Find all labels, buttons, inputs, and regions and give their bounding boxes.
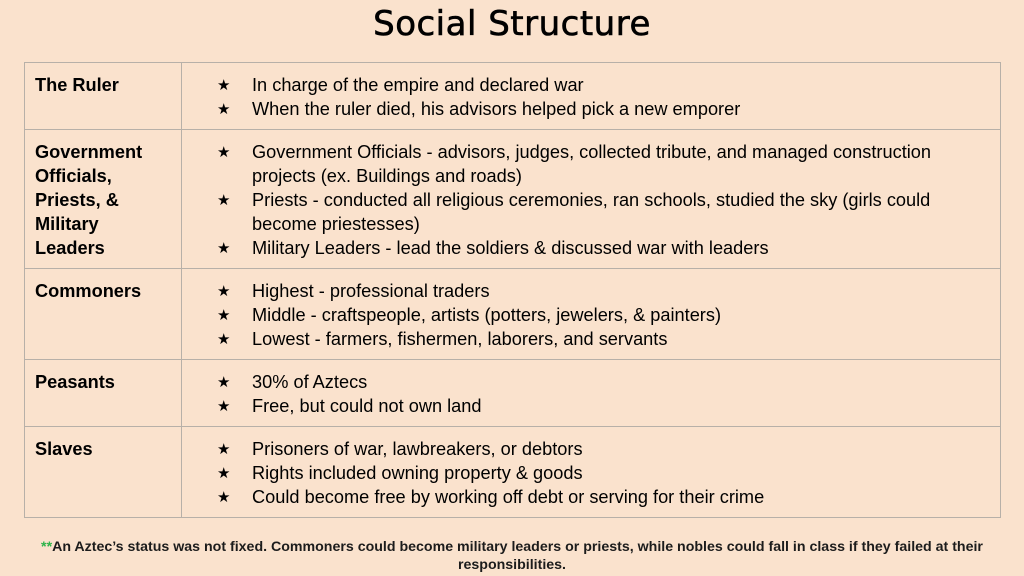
list-item — [217, 97, 992, 121]
star-icon: ★ — [217, 239, 231, 257]
class-description — [182, 269, 1001, 360]
list-item — [217, 73, 992, 97]
class-name: Peasants — [25, 360, 182, 427]
table-row — [25, 63, 1001, 130]
bullet-text: Highest - professional traders — [252, 281, 490, 301]
bullet-text: When the ruler died, his advisors helped pick a new emporer — [252, 99, 741, 119]
star-icon: ★ — [217, 191, 231, 209]
list-item — [217, 327, 992, 351]
list-item — [217, 370, 992, 394]
star-icon: ★ — [217, 440, 231, 458]
footnote-marker: ** — [41, 539, 53, 555]
star-icon: ★ — [217, 330, 231, 348]
bullet-text: Priests - conducted all religious ceremonies, ran schools, studied the sky (girls could become priestesses) — [252, 190, 931, 234]
table-row — [25, 269, 1001, 360]
table-row — [25, 427, 1001, 518]
class-description — [182, 360, 1001, 427]
bullet-text: Rights included owning property & goods — [252, 463, 583, 483]
table-row — [25, 130, 1001, 269]
list-item — [217, 188, 992, 236]
star-icon: ★ — [217, 488, 231, 506]
list-item — [217, 303, 992, 327]
list-item — [217, 279, 992, 303]
bullet-text: Government Officials - advisors, judges, collected tribute, and managed construction projects (ex. Buildings and roads) — [252, 142, 932, 186]
list-item — [217, 140, 992, 188]
bullet-list — [192, 279, 992, 351]
social-structure-table — [24, 62, 1001, 518]
star-icon: ★ — [217, 100, 231, 118]
footnote-text: An Aztec’s status was not fixed. Commoners could become military leaders or priests, while nobles could fall in class if they failed at their responsibilities. — [52, 539, 983, 573]
star-icon: ★ — [217, 373, 231, 391]
star-icon: ★ — [217, 464, 231, 482]
list-item — [217, 461, 992, 485]
list-item — [217, 394, 992, 418]
star-icon: ★ — [217, 143, 231, 161]
bullet-text: 30% of Aztecs — [252, 372, 368, 392]
class-name: Commoners — [25, 269, 182, 360]
bullet-list — [192, 140, 992, 260]
star-icon: ★ — [217, 306, 231, 324]
class-description — [182, 427, 1001, 518]
bullet-text: Middle - craftspeople, artists (potters, jewelers, & painters) — [252, 305, 722, 325]
bullet-list — [192, 73, 992, 121]
list-item — [217, 437, 992, 461]
class-description — [182, 130, 1001, 269]
slide-title: Social Structure — [373, 4, 651, 44]
bullet-text: Prisoners of war, lawbreakers, or debtors — [252, 439, 583, 459]
class-name: The Ruler — [25, 63, 182, 130]
class-name: Government Officials, Priests, & Military Leaders — [25, 130, 182, 269]
bullet-list — [192, 370, 992, 418]
footnote — [12, 538, 1012, 574]
bullet-text: In charge of the empire and declared war — [252, 75, 584, 95]
bullet-list — [192, 437, 992, 509]
bullet-text: Lowest - farmers, fishermen, laborers, and servants — [252, 329, 668, 349]
list-item — [217, 485, 992, 509]
bullet-text: Free, but could not own land — [252, 396, 482, 416]
bullet-text: Military Leaders - lead the soldiers & discussed war with leaders — [252, 238, 769, 258]
star-icon: ★ — [217, 76, 231, 94]
table-row — [25, 360, 1001, 427]
star-icon: ★ — [217, 397, 231, 415]
list-item — [217, 236, 992, 260]
star-icon: ★ — [217, 282, 231, 300]
class-description — [182, 63, 1001, 130]
class-name: Slaves — [25, 427, 182, 518]
bullet-text: Could become free by working off debt or serving for their crime — [252, 487, 765, 507]
